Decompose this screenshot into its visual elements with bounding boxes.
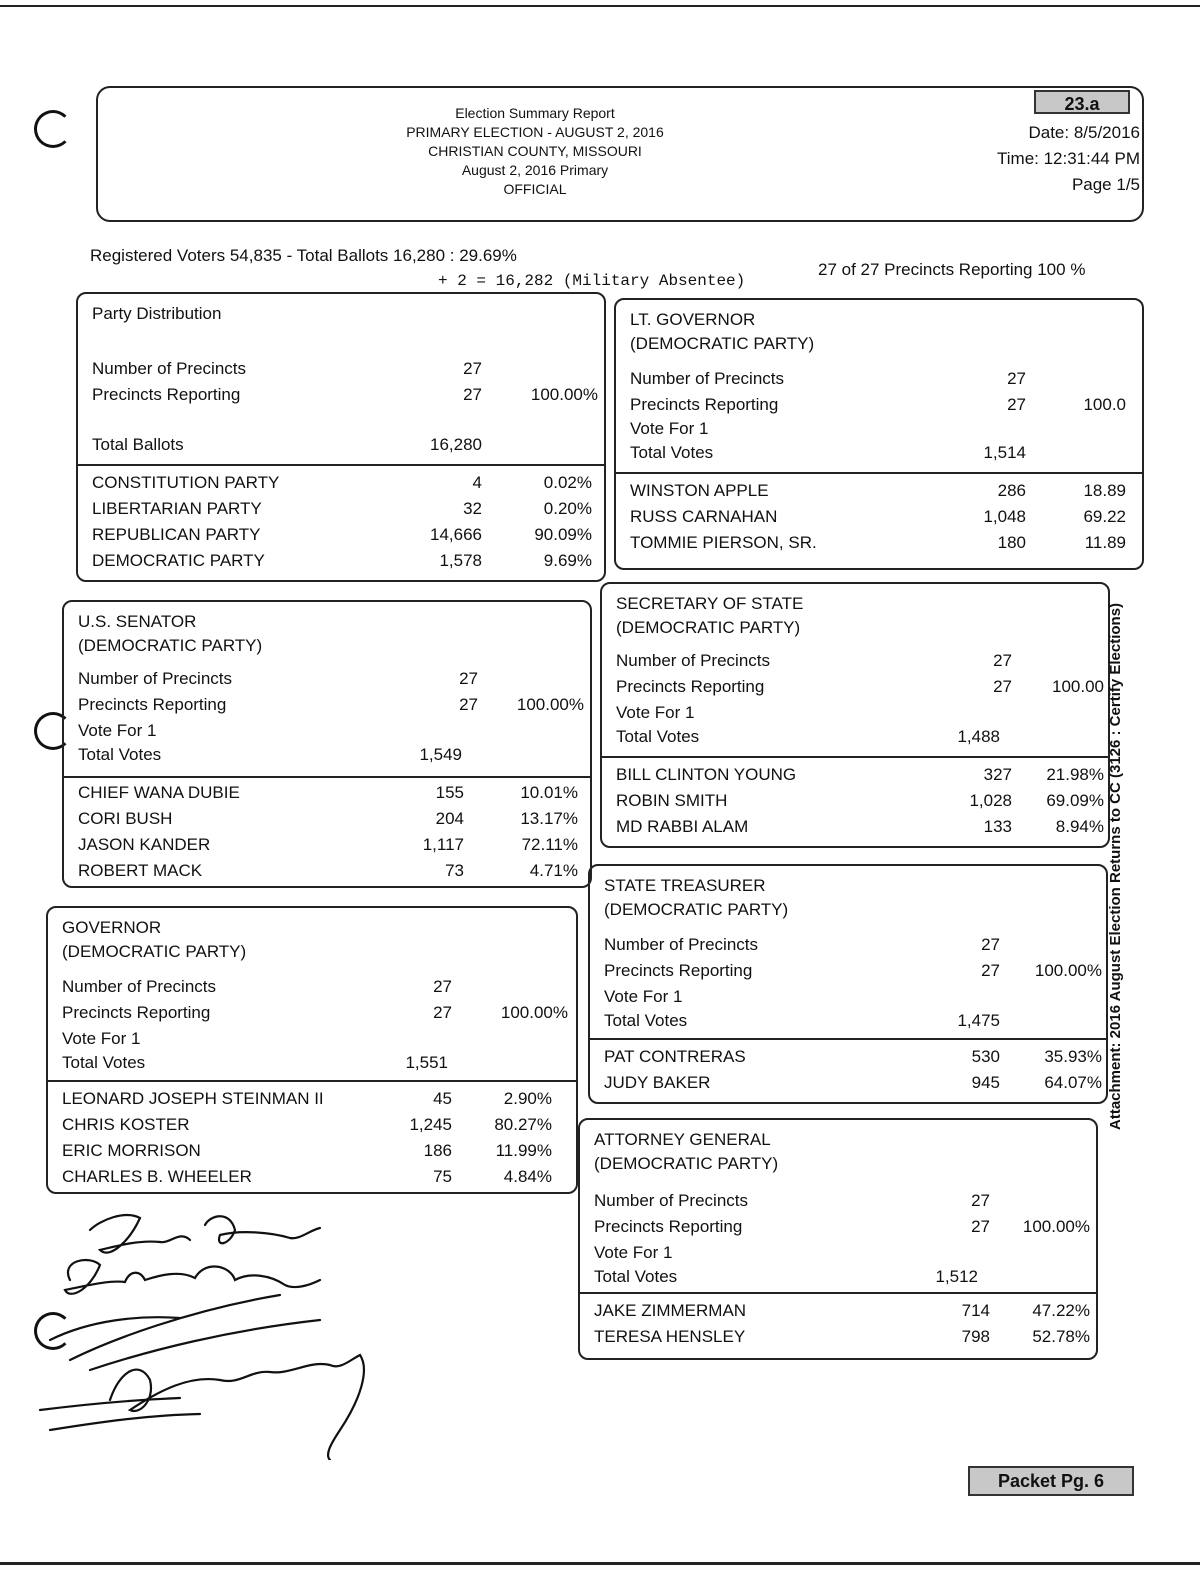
text-cell: 2.90%	[503, 1089, 552, 1108]
candidate-row	[78, 780, 590, 805]
candidate-row	[62, 1138, 576, 1163]
candidate-row	[604, 1070, 1106, 1095]
divider	[78, 464, 604, 466]
text-cell: Precincts Reporting	[630, 395, 779, 414]
text-cell: Precincts Reporting	[62, 1003, 211, 1022]
text-cell: Vote For 1	[616, 703, 695, 722]
text-cell: Number of Precincts	[616, 651, 770, 670]
text-cell: CHARLES B. WHEELER	[62, 1167, 252, 1186]
text-cell: 4	[472, 473, 482, 492]
text-cell: 45	[433, 1089, 452, 1108]
text-cell: RUSS CARNAHAN	[630, 507, 778, 526]
header-line: OFFICIAL	[503, 181, 567, 197]
candidate-row	[78, 832, 590, 857]
text-cell: JASON KANDER	[78, 835, 211, 854]
text-cell: Total Votes	[62, 1053, 146, 1072]
party-row	[92, 548, 604, 573]
text-cell: (DEMOCRATIC PARTY)	[594, 1154, 779, 1173]
precincts-reporting-summary: 27 of 27 Precincts Reporting 100 %	[818, 260, 1086, 279]
governor-panel	[46, 906, 578, 1194]
text-cell: Vote For 1	[630, 419, 709, 438]
candidate-row	[616, 788, 1108, 813]
candidate-row	[594, 1324, 1096, 1349]
text-cell: 0.20%	[543, 499, 592, 518]
text-cell: Precincts Reporting	[594, 1217, 743, 1236]
party-row	[92, 522, 604, 547]
label: Number of Precincts	[92, 359, 246, 378]
military-absentee-note: + 2 = 16,282 (Military Absentee)	[438, 272, 746, 290]
text-cell: 4.71%	[529, 861, 578, 880]
text-cell: 27	[459, 695, 478, 714]
text-cell: (DEMOCRATIC PARTY)	[604, 900, 789, 919]
text-cell: WINSTON APPLE	[630, 481, 769, 500]
text-cell: 1,578	[439, 551, 482, 570]
party-row	[92, 496, 604, 521]
state-treasurer-panel	[588, 864, 1108, 1104]
text-cell: PAT CONTRERAS	[604, 1047, 746, 1066]
text-cell: 945	[971, 1073, 1000, 1092]
text-cell: 27	[1007, 369, 1026, 388]
signatures-image	[30, 1200, 450, 1460]
text-cell: 27	[981, 961, 1000, 980]
bottom-rule	[0, 1562, 1200, 1565]
text-cell: 69.22	[1083, 507, 1126, 526]
text-cell: 100.0	[1083, 395, 1126, 414]
text-cell: Precincts Reporting	[78, 695, 227, 714]
text-cell: 27	[981, 935, 1000, 954]
report-date: Date: 8/5/2016	[1028, 123, 1140, 142]
value: 27	[463, 385, 482, 404]
text-cell: 714	[961, 1301, 990, 1320]
text-cell: 133	[983, 817, 1012, 836]
label: Precincts Reporting	[92, 385, 241, 404]
text-cell: 1,475	[957, 1011, 1000, 1030]
text-cell: U.S. SENATOR	[78, 612, 197, 631]
text-cell: 69.09%	[1046, 791, 1104, 810]
text-cell: 13.17%	[520, 809, 578, 828]
text-cell: 64.07%	[1044, 1073, 1102, 1092]
candidate-row	[78, 858, 590, 883]
candidate-row	[630, 504, 1142, 529]
candidate-row	[616, 814, 1108, 839]
text-cell: 204	[435, 809, 464, 828]
text-cell: 0.02%	[543, 473, 592, 492]
text-cell: Total Votes	[594, 1267, 678, 1286]
panel-title	[92, 302, 221, 326]
text-cell: 21.98%	[1046, 765, 1104, 784]
text-cell: 1,512	[935, 1267, 978, 1286]
attorney-general-panel	[578, 1118, 1098, 1360]
text-cell: 72.11%	[521, 835, 578, 854]
text-cell: 73	[445, 861, 464, 880]
text-cell: 100.00%	[1034, 961, 1102, 980]
packet-page-stamp: Packet Pg. 6	[968, 1466, 1134, 1496]
text-cell: ATTORNEY GENERAL	[594, 1130, 771, 1149]
text-cell: 100.00%	[1022, 1217, 1090, 1236]
agenda-item-stamp: 23.a	[1034, 90, 1130, 114]
text-cell: CONSTITUTION PARTY	[92, 473, 280, 492]
text-cell: 11.99%	[495, 1141, 552, 1160]
divider	[580, 1292, 1096, 1294]
text-cell: 286	[997, 481, 1026, 500]
text-cell: 27	[1007, 395, 1026, 414]
text-cell: 1,514	[983, 443, 1026, 462]
candidate-row	[62, 1086, 576, 1111]
text-cell: CORI BUSH	[78, 809, 173, 828]
text-cell: 1,551	[405, 1053, 448, 1072]
text-cell: (DEMOCRATIC PARTY)	[630, 334, 815, 353]
panel-title	[630, 308, 814, 356]
text-cell: BILL CLINTON YOUNG	[616, 765, 797, 784]
party-distribution-panel	[76, 292, 606, 582]
registered-voters-summary: Registered Voters 54,835 - Total Ballots 16,280 : 29.69%	[90, 246, 517, 265]
text-cell: 1,245	[409, 1115, 452, 1134]
candidate-row	[604, 1044, 1106, 1069]
panel-title	[616, 592, 803, 640]
text-cell: LEONARD JOSEPH STEINMAN II	[62, 1089, 324, 1108]
divider	[602, 756, 1108, 758]
party-row	[92, 470, 604, 495]
text-cell: GOVERNOR	[62, 918, 162, 937]
text-cell: SECRETARY OF STATE	[616, 594, 804, 613]
header-line: CHRISTIAN COUNTY, MISSOURI	[428, 143, 642, 159]
label: Total Ballots	[92, 435, 184, 454]
text-cell: ROBIN SMITH	[616, 791, 728, 810]
value: 16,280	[430, 435, 482, 454]
text-cell: 186	[423, 1141, 452, 1160]
text-cell: TERESA HENSLEY	[594, 1327, 746, 1346]
text-cell: Total Votes	[78, 745, 162, 764]
header-line: PRIMARY ELECTION - AUGUST 2, 2016	[406, 124, 664, 140]
text-cell: Number of Precincts	[630, 369, 784, 388]
text-cell: TOMMIE PIERSON, SR.	[630, 533, 817, 552]
text-cell: 1,549	[419, 745, 462, 764]
text-cell: 530	[971, 1047, 1000, 1066]
panel-title	[62, 916, 246, 964]
text-cell: CHIEF WANA DUBIE	[78, 783, 240, 802]
text-cell: 27	[459, 669, 478, 688]
text-cell: 798	[961, 1327, 990, 1346]
text-cell: Precincts Reporting	[616, 677, 765, 696]
text-cell: CHRIS KOSTER	[62, 1115, 190, 1134]
text-cell: 1,117	[422, 835, 464, 854]
text-cell: Vote For 1	[604, 987, 683, 1006]
candidate-row	[594, 1298, 1096, 1323]
panel-title	[78, 610, 262, 658]
text-cell: 32	[463, 499, 482, 518]
text-cell: (DEMOCRATIC PARTY)	[62, 942, 247, 961]
text-cell: 90.09%	[534, 525, 592, 544]
text-cell: 155	[435, 783, 464, 802]
divider	[590, 1038, 1106, 1040]
candidate-row	[630, 478, 1142, 503]
text-cell: 1,028	[969, 791, 1012, 810]
text-cell: Total Votes	[616, 727, 700, 746]
candidate-row	[62, 1164, 576, 1189]
text-cell: JUDY BAKER	[604, 1073, 711, 1092]
report-meta	[960, 120, 1140, 198]
report-time: Time: 12:31:44 PM	[997, 149, 1140, 168]
text-cell: 27	[433, 977, 452, 996]
value: 27	[463, 359, 482, 378]
candidate-row	[78, 806, 590, 831]
text-cell: Vote For 1	[594, 1243, 673, 1262]
text-cell: 100.00%	[516, 695, 584, 714]
candidate-row	[62, 1112, 576, 1137]
text-cell: Vote For 1	[62, 1029, 141, 1048]
attachment-side-note: Attachment: 2016 August Election Returns to CC (3126 : Certify Elections)	[1107, 602, 1124, 1130]
text-cell: 10.01%	[520, 783, 578, 802]
text-cell: 180	[997, 533, 1026, 552]
text-cell: 327	[983, 765, 1012, 784]
text-cell: 27	[433, 1003, 452, 1022]
text-cell: 8.94%	[1055, 817, 1104, 836]
text-cell: LT. GOVERNOR	[630, 310, 756, 329]
candidate-row	[616, 762, 1108, 787]
text-cell: 9.69%	[543, 551, 592, 570]
text-cell: ERIC MORRISON	[62, 1141, 201, 1160]
text-cell: 80.27%	[494, 1115, 552, 1134]
text-cell: (DEMOCRATIC PARTY)	[616, 618, 801, 637]
text-cell: Total Votes	[604, 1011, 688, 1030]
text-cell: Party Distribution	[92, 304, 222, 323]
secretary-of-state-panel	[600, 582, 1110, 848]
percent: 100.00%	[530, 385, 598, 404]
text-cell: 4.84%	[503, 1167, 552, 1186]
text-cell: 27	[993, 651, 1012, 670]
binder-hole-icon	[34, 110, 72, 148]
top-rule	[0, 5, 1200, 7]
text-cell: JAKE ZIMMERMAN	[594, 1301, 747, 1320]
text-cell: ROBERT MACK	[78, 861, 203, 880]
text-cell: 14,666	[430, 525, 482, 544]
text-cell: 75	[433, 1167, 452, 1186]
us-senator-panel	[62, 600, 592, 888]
text-cell: 100.00	[1052, 677, 1104, 696]
text-cell: Precincts Reporting	[604, 961, 753, 980]
text-cell: 11.89	[1084, 533, 1126, 552]
text-cell: 52.78%	[1032, 1327, 1090, 1346]
text-cell: 47.22%	[1032, 1301, 1090, 1320]
text-cell: Number of Precincts	[604, 935, 758, 954]
text-cell: (DEMOCRATIC PARTY)	[78, 636, 263, 655]
text-cell: 18.89	[1083, 481, 1126, 500]
panel-title	[594, 1128, 778, 1176]
text-cell: MD RABBI ALAM	[616, 817, 749, 836]
header-line: August 2, 2016 Primary	[461, 162, 609, 178]
text-cell: 100.00%	[500, 1003, 568, 1022]
divider	[64, 776, 590, 778]
text-cell: 1,048	[983, 507, 1026, 526]
text-cell: DEMOCRATIC PARTY	[92, 551, 265, 570]
text-cell: 27	[993, 677, 1012, 696]
text-cell: STATE TREASURER	[604, 876, 766, 895]
text-cell: REPUBLICAN PARTY	[92, 525, 261, 544]
text-cell: LIBERTARIAN PARTY	[92, 499, 262, 518]
text-cell: 27	[971, 1217, 990, 1236]
lt-governor-panel	[614, 298, 1144, 570]
report-header-title	[330, 104, 740, 199]
text-cell: Number of Precincts	[78, 669, 232, 688]
report-page: Page 1/5	[1071, 175, 1140, 194]
text-cell: 27	[971, 1191, 990, 1210]
text-cell: Number of Precincts	[62, 977, 216, 996]
text-cell: Number of Precincts	[594, 1191, 748, 1210]
divider	[616, 472, 1142, 474]
text-cell: Total Votes	[630, 443, 714, 462]
candidate-row	[630, 530, 1142, 555]
text-cell: 1,488	[957, 727, 1000, 746]
panel-title	[604, 874, 788, 922]
text-cell: Vote For 1	[78, 721, 157, 740]
divider	[48, 1080, 576, 1082]
header-line: Election Summary Report	[455, 105, 615, 121]
text-cell: 35.93%	[1044, 1047, 1102, 1066]
